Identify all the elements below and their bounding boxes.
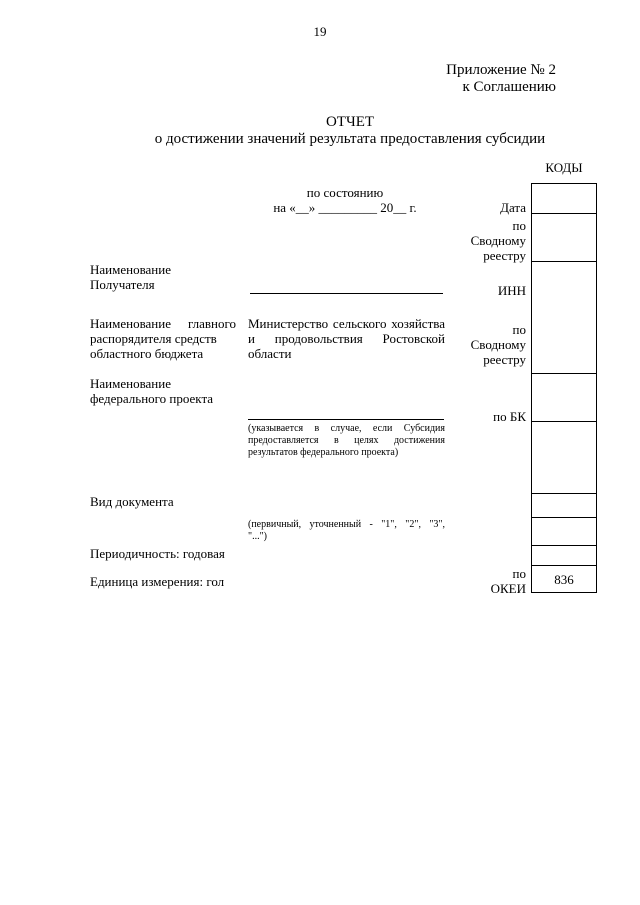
codes-cell-blank-bottom — [532, 493, 596, 494]
main-manager-label-line2: распорядителя средств — [90, 331, 217, 346]
codes-cell-doc-type-bottom — [532, 517, 596, 518]
main-manager-value-line3: области — [248, 346, 292, 361]
codes-table — [531, 183, 597, 593]
federal-project-label-line1: Наименование — [90, 376, 171, 391]
codes-cell-date-bottom — [532, 213, 596, 214]
code-label-date: Дата — [500, 200, 526, 215]
codes-cell-registry-1-bottom — [532, 261, 596, 262]
as-of-date — [260, 185, 430, 215]
codes-cell-registry-2-bottom — [532, 373, 596, 374]
recipient-underline — [250, 293, 443, 294]
federal-project-note-line1: (указывается в случае, если Субсидия — [248, 423, 445, 434]
as-of-line2: на «__» _________ 20__ г. — [273, 200, 417, 215]
main-manager-value-line2: и продовольствия Ростовской — [248, 331, 445, 346]
appendix-line2: к Соглашению — [462, 79, 556, 95]
codes-okei-value: 836 — [554, 572, 574, 587]
codes-cell-bk-bottom — [532, 421, 596, 422]
code-label-inn: ИНН — [497, 283, 526, 298]
report-title-line2: о достижении значений результата предоставления субсидии — [154, 131, 546, 147]
code-label-registry-2-line1: по — [512, 322, 526, 337]
document-type-note-line1: (первичный, уточненный - "1", "2", "3", — [248, 519, 445, 530]
main-manager-value-line1: Министерство сельского хозяйства — [248, 316, 445, 331]
appendix-line1: Приложение № 2 — [446, 62, 556, 78]
document-type-label: Вид документа — [90, 494, 174, 509]
code-label-okei — [450, 566, 526, 596]
periodicity: Периодичность: годовая — [90, 546, 225, 561]
main-manager-label-line1: Наименование главного — [90, 316, 236, 331]
report-title — [100, 114, 600, 148]
code-label-okei-line1: по — [512, 566, 526, 581]
federal-project-label-line2: федерального проекта — [90, 391, 214, 406]
code-label-registry-2 — [450, 322, 526, 367]
code-label-registry-1-line3: реестру — [483, 248, 526, 263]
appendix-header — [420, 62, 556, 96]
codes-cell-periodicity-bottom — [532, 565, 596, 566]
document-type-note — [248, 519, 445, 543]
federal-project-note-line3: результатов федерального проекта) — [248, 447, 399, 458]
main-manager-label-line3: областного бюджета — [90, 346, 204, 361]
unit-of-measure: Единица измерения: гол — [90, 574, 225, 589]
code-label-bk: по БК — [493, 409, 526, 424]
federal-project-underline — [248, 419, 444, 420]
recipient-label-line2: Получателя — [90, 277, 155, 292]
federal-project-note-line2: предоставляется в целях достижения — [248, 435, 445, 446]
document-type-note-line2: "...") — [248, 531, 267, 542]
code-label-registry-2-line3: реестру — [483, 352, 526, 367]
recipient-label-line1: Наименование — [90, 262, 171, 277]
code-label-registry-2-line2: Сводному — [470, 337, 526, 352]
recipient-label — [90, 262, 240, 292]
federal-project-label — [90, 376, 250, 406]
main-manager-value — [248, 316, 445, 361]
code-label-okei-line2: ОКЕИ — [490, 581, 526, 596]
main-manager-label — [90, 316, 236, 361]
report-title-line1: ОТЧЕТ — [325, 114, 375, 130]
page-number: 19 — [313, 24, 327, 39]
code-label-registry-1 — [450, 218, 526, 263]
as-of-line1: по состоянию — [306, 185, 384, 200]
federal-project-note — [248, 423, 445, 459]
code-label-registry-1-line1: по — [512, 218, 526, 233]
codes-header: КОДЫ — [545, 160, 583, 175]
code-label-registry-1-line2: Сводному — [470, 233, 526, 248]
codes-cell-doc-note-bottom — [532, 545, 596, 546]
